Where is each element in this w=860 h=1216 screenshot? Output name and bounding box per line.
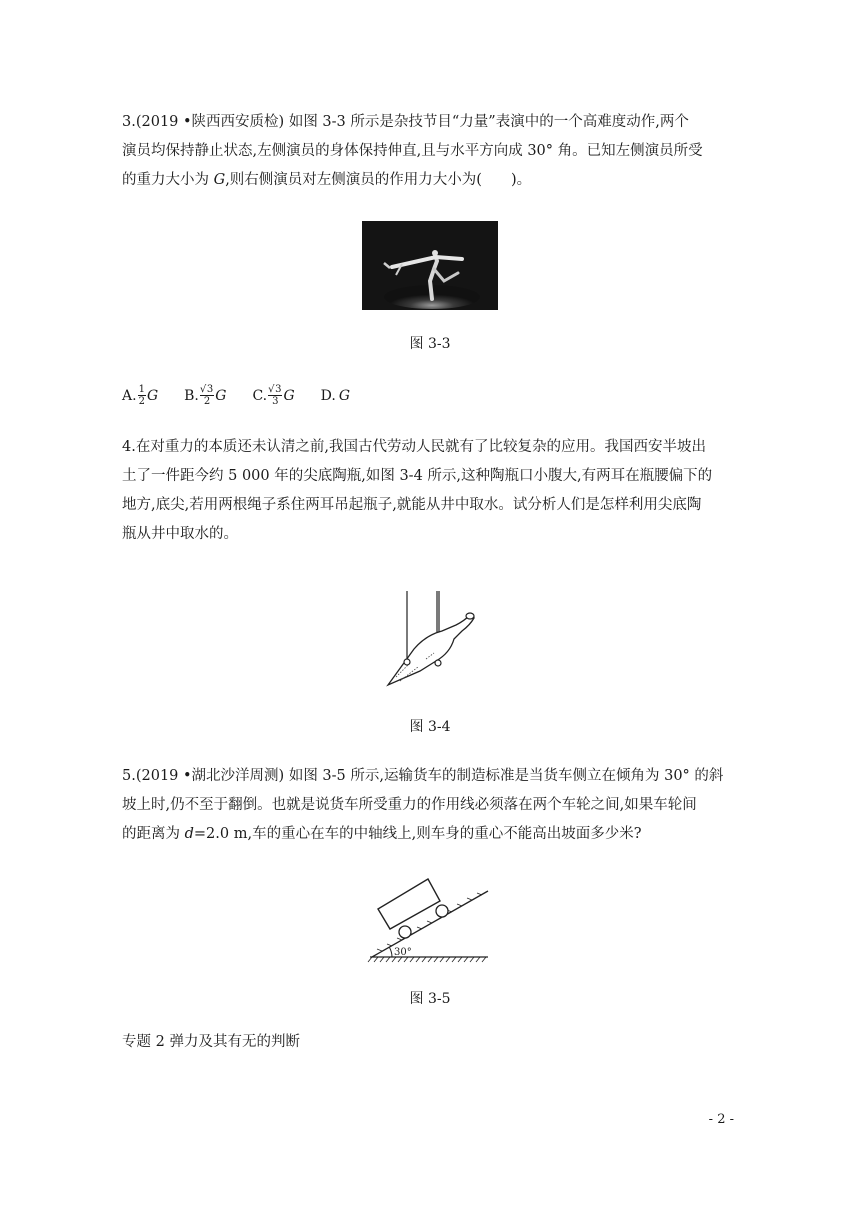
option-a-den: 2 xyxy=(138,396,145,407)
option-a[interactable] xyxy=(122,384,158,407)
option-c-label: C. xyxy=(252,387,268,404)
vase-mouth xyxy=(466,613,474,619)
q4-line2: 土了一件距今约 5 000 年的尖底陶瓶,如图 3-4 所示,这种陶瓶口小腹大,有两耳在瓶腰偏下的 xyxy=(122,468,713,484)
option-b-num-wrap xyxy=(200,384,214,396)
q3-line2: 演员均保持静止状态,左侧演员的身体保持伸直,且与水平方向成 30° 角。已知左侧演员所受 xyxy=(122,143,703,159)
fig-3-3-caption: 图 3-3 xyxy=(409,336,451,352)
option-c[interactable] xyxy=(252,384,294,407)
q5-line3-a: 的距离为 xyxy=(122,826,185,842)
option-b[interactable] xyxy=(184,384,226,407)
option-b-fraction xyxy=(200,384,214,407)
angle-label: 30° xyxy=(394,947,412,958)
q5-line2: 坡上时,仍不至于翻倒。也就是说货车所受重力的作用线必须落在两个车轮之间,如果车轮间 xyxy=(122,797,697,813)
q3-var-g: G xyxy=(213,172,226,188)
fig-3-5-caption: 图 3-5 xyxy=(409,991,451,1007)
option-c-fraction xyxy=(268,384,282,407)
option-b-num: √ 3 xyxy=(201,384,213,395)
truck-body xyxy=(378,879,440,929)
option-d-var: G xyxy=(338,387,351,404)
rear-wheel xyxy=(399,926,411,938)
option-b-var: G xyxy=(215,387,227,404)
front-wheel xyxy=(436,905,448,917)
option-c-num-wrap xyxy=(268,384,282,396)
q3-text xyxy=(122,108,738,195)
q5-text xyxy=(122,762,738,849)
truck-on-slope-figure xyxy=(366,869,494,965)
q4-line1: 4.在对重力的本质还未认清之前,我国古代劳动人民就有了比较复杂的应用。我国西安半坡出 xyxy=(122,439,706,455)
q3-line3-a: 的重力大小为 xyxy=(122,172,214,188)
pointed-bottom-vase-figure xyxy=(378,591,478,691)
section-title: 专题 2 弹力及其有无的判断 xyxy=(122,1034,300,1050)
option-a-num: 1 xyxy=(138,384,145,395)
option-c-num: √ 3 xyxy=(269,384,281,395)
option-c-den: 3 xyxy=(272,396,279,407)
right-ear xyxy=(435,660,441,666)
q3-options xyxy=(122,384,350,407)
q3-line3-b: ,则右侧演员对左侧演员的作用力大小为( )。 xyxy=(225,172,532,188)
option-b-den: 2 xyxy=(203,396,211,407)
vase-body xyxy=(388,614,474,685)
q5-var-d: d xyxy=(184,826,194,842)
left-ear xyxy=(404,659,410,665)
option-a-label: A. xyxy=(122,387,137,404)
option-a-fraction xyxy=(138,384,146,407)
option-a-var: G xyxy=(146,387,159,404)
fig-3-4-caption: 图 3-4 xyxy=(409,719,451,735)
option-c-var: G xyxy=(283,387,295,404)
angle-arc xyxy=(390,948,393,958)
acrobat-photo xyxy=(362,221,498,310)
option-d[interactable] xyxy=(321,388,350,404)
option-d-label: D. xyxy=(320,387,336,404)
q5-line1: 5.(2019 •湖北沙洋周测) 如图 3-5 所示,运输货车的制造标准是当货车侧立在倾角为 30° 的斜 xyxy=(122,768,724,784)
page-number: - 2 - xyxy=(708,1112,734,1127)
q4-line3: 地方,底尖,若用两根绳子系住两耳吊起瓶子,就能从井中取水。试分析人们是怎样利用尖底陶 xyxy=(122,497,702,513)
q4-line4: 瓶从井中取水的。 xyxy=(122,526,238,542)
q5-line3-b: =2.0 m,车的重心在车的中轴线上,则车身的重心不能高出坡面多少米? xyxy=(193,826,642,842)
q3-line1: 3.(2019 •陕西西安质检) 如图 3-3 所示是杂技节目“力量”表演中的一个高难度动作,两个 xyxy=(122,114,689,130)
q4-text xyxy=(122,433,738,549)
option-b-label: B. xyxy=(184,387,199,404)
